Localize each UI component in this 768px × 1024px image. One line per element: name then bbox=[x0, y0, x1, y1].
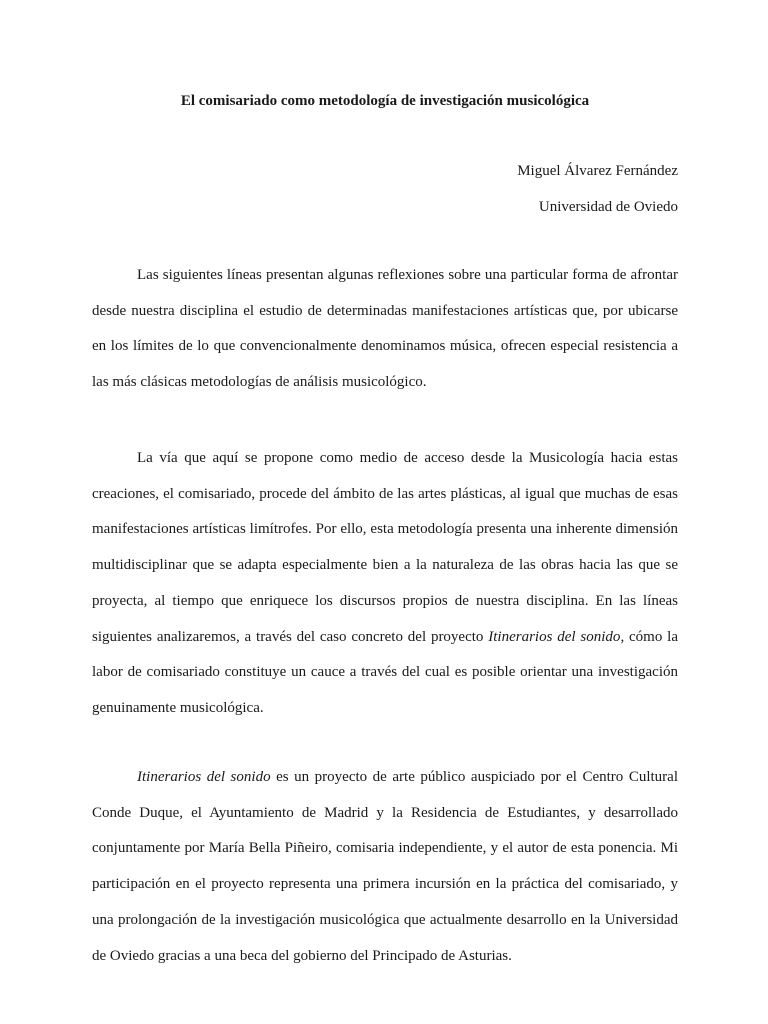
author-name: Miguel Álvarez Fernández bbox=[517, 163, 678, 179]
paragraph-3-project-title: Itinerarios del sonido bbox=[137, 769, 271, 785]
paragraph-intro bbox=[92, 258, 678, 401]
paragraph-2-text-after: , cómo la labor de comisariado constituye un cauce a través del cual es posible orientar una investigación genuinamente musicológica. bbox=[92, 628, 679, 716]
author-affiliation: Universidad de Oviedo bbox=[538, 199, 678, 215]
document-page bbox=[92, 0, 678, 1024]
paragraph-methodology bbox=[92, 441, 678, 727]
paragraph-1-text: Las siguientes líneas presentan algunas reflexiones sobre una particular forma de afrontar desde nuestra disciplina el estudio de determinadas manifestaciones artísticas que, por ubicarse en los límites de lo que convencionalmente denominamos música, ofrecen especial resistencia a las más clásicas metodologías de análisis musicológico. bbox=[92, 267, 678, 391]
paragraph-3-text-after: es un proyecto de arte público auspiciado por el Centro Cultural Conde Duque, el Ayuntamiento de Madrid y la Residencia de Estudiantes, y desarrollado conjuntamente por María Bella Piñeiro, comisaria independiente, y el autor de esta ponencia. Mi participación en el proyecto representa una primera incursión en la práctica del comisariado, y una prolongación de la investigación musicológica que actualmente desarrollo en la Universidad de Oviedo gracias a una beca del gobierno del Principado de Asturias. bbox=[92, 769, 679, 964]
paragraph-2-project-title: Itinerarios del sonido bbox=[488, 628, 621, 645]
document-title: El comisariado como metodología de investigación musicológica bbox=[180, 93, 590, 109]
paragraph-2-text-before: La vía que aquí se propone como medio de acceso desde la Musicología hacia estas creaciones, el comisariado, procede del ámbito de las artes plásticas, al igual que muchas de esas manifestaciones artísticas limítrofes. Por ello, esta metodología presenta una inherente dimensión multidisciplinar que se adapta especialmente bien a la naturaleza de las obras hacia las que se proyecta, al tiempo que enriquece los discursos propios de nuestra disciplina. En las líneas siguientes analizaremos, a través del caso concreto del proyecto bbox=[92, 450, 678, 645]
paragraph-project bbox=[92, 760, 678, 974]
